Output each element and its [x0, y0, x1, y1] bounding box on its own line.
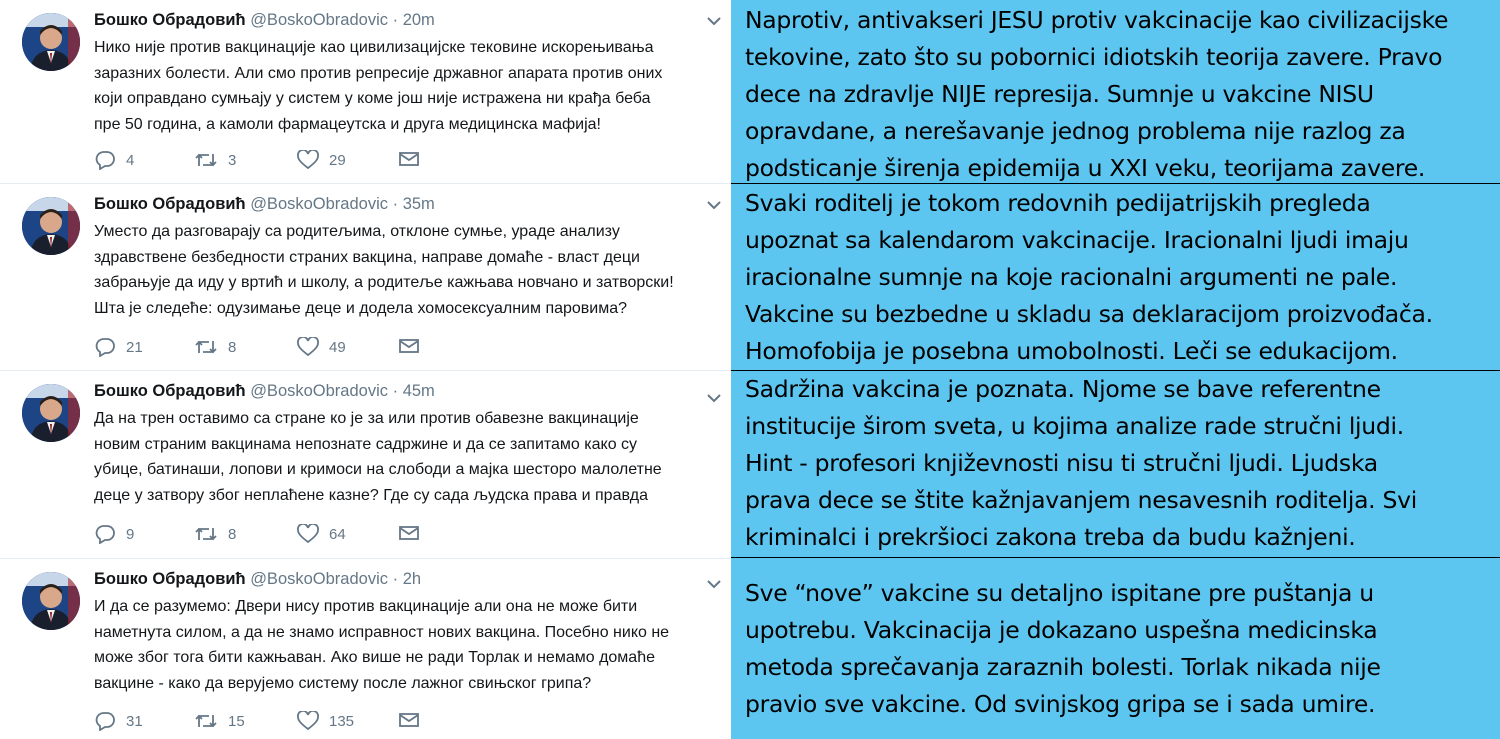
- reply-count: 31: [126, 712, 143, 730]
- reply-count: 21: [126, 338, 143, 356]
- tweet-header: [94, 194, 435, 214]
- retweet-icon: [194, 337, 218, 357]
- tweet[interactable]: [0, 559, 731, 739]
- author-handle[interactable]: @BoskoObradovic: [250, 195, 388, 213]
- tweet[interactable]: [0, 371, 731, 559]
- retweet-count: 3: [228, 151, 237, 169]
- tweet-timestamp[interactable]: 45m: [402, 382, 435, 400]
- reply-icon: [94, 150, 116, 170]
- tweet-timestamp[interactable]: 20m: [402, 11, 435, 29]
- reply-icon: [94, 337, 116, 357]
- tweet-timestamp[interactable]: 35m: [402, 195, 435, 213]
- retweet-button[interactable]: [194, 711, 245, 731]
- tweet-header: [94, 10, 435, 30]
- heart-icon: [297, 337, 319, 357]
- retweet-count: 8: [228, 338, 237, 356]
- reply-icon: [94, 524, 116, 544]
- tweet-timeline: [0, 0, 731, 739]
- divider: [731, 183, 1500, 184]
- reply-count: 4: [126, 151, 135, 169]
- envelope-icon: [398, 337, 420, 355]
- envelope-icon: [398, 150, 420, 168]
- tweet-text: Нико није против вакцинације као цивилизацијске тековине искорењивања заразних болести. Али смо против репресије државног апарата против оних који оправдано сумњају у систем у коме још није истражена ни крађа беба пре 50 година, а камоли фармацеутска и друга медицинска мафија!: [94, 39, 663, 133]
- tweet[interactable]: [0, 184, 731, 371]
- rebuttal-panel: [731, 0, 1500, 739]
- separator-dot: ·: [392, 195, 399, 213]
- author-name[interactable]: Бошко Обрадовић: [94, 382, 246, 400]
- retweet-icon: [194, 711, 218, 731]
- separator-dot: ·: [392, 382, 399, 400]
- like-button[interactable]: [297, 150, 346, 170]
- retweet-count: 8: [228, 525, 237, 543]
- direct-message-button[interactable]: [398, 711, 430, 729]
- heart-icon: [297, 711, 319, 731]
- chevron-down-icon[interactable]: [705, 391, 723, 405]
- author-handle[interactable]: @BoskoObradovic: [250, 11, 388, 29]
- author-handle[interactable]: @BoskoObradovic: [250, 382, 388, 400]
- like-count: 49: [329, 338, 346, 356]
- author-name[interactable]: Бошко Обрадовић: [94, 570, 246, 588]
- tweet-text: Да на трен оставимо са стране ко је за или против обавезне вакцинације новим страним вакцинама непознате садржине и да се запитамо како су убице, батинаши, лопови и кримоси на слободи а мајка шесторо малолетне деце у затвору због неплаћене казне? Где су сада људска права и правда: [94, 410, 662, 504]
- reply-count: 9: [126, 525, 135, 543]
- rebuttal-text: Sadržina vakcina je poznata. Njome se bave referentne institucije širom sveta, u kojima analize rade stručni ljudi. Hint - profesori književnosti nisu ti stručni ljudi. Ljudska prava dece se štite kažnjavanjem nesavesnih roditelja. Svi kriminalci i prekršioci zakona treba da budu kažnjeni.: [745, 375, 1417, 551]
- like-count: 135: [329, 712, 355, 730]
- chevron-down-icon[interactable]: [705, 14, 723, 28]
- author-name[interactable]: Бошко Обрадовић: [94, 195, 246, 213]
- rebuttal-text: Svaki roditelj je tokom redovnih pedijatrijskih pregleda upoznat sa kalendarom vakcinacije. Iracionalni ljudi imaju iracionalne sumnje na koje racionalni argumenti ne pale. Vakcine su bezbedne u skladu sa deklaracijom proizvođača. Homofobija je posebna umobolnosti. Leči se edukacijom.: [745, 189, 1433, 365]
- like-button[interactable]: [297, 337, 346, 357]
- tweet-text: Уместо да разговарају са родитељима, отклоне сумње, ураде анализу здравствене безбедности страних вакцина, направе домаће - власт деци забрањује да иду у вртић и школу, а родитеље кажњава новчано и затворски! Шта је следеће: одузимање деце и додела хомосексуалним паровима?: [94, 223, 674, 317]
- avatar[interactable]: [22, 197, 80, 255]
- like-count: 29: [329, 151, 346, 169]
- avatar[interactable]: [22, 13, 80, 71]
- direct-message-button[interactable]: [398, 150, 430, 168]
- separator-dot: ·: [392, 570, 399, 588]
- retweet-button[interactable]: [194, 524, 236, 544]
- avatar[interactable]: [22, 384, 80, 442]
- reply-button[interactable]: [94, 524, 134, 544]
- retweet-icon: [194, 524, 218, 544]
- envelope-icon: [398, 711, 420, 729]
- tweet[interactable]: [0, 0, 731, 184]
- tweet-header: [94, 381, 435, 401]
- heart-icon: [297, 524, 319, 544]
- rebuttal-text: Naprotiv, antivakseri JESU protiv vakcinacije kao civilizacijske tekovine, zato što su pobornici idiotskih teorija zavere. Pravo dece na zdravlje NIJE represija. Sumnje u vakcine NISU opravdane, a nerešavanje jednog problema nije razlog za podsticanje širenja epidemija u XXI veku, teorijama zavere.: [745, 6, 1449, 182]
- direct-message-button[interactable]: [398, 524, 430, 542]
- tweet-header: [94, 569, 421, 589]
- chevron-down-icon[interactable]: [705, 198, 723, 212]
- reply-icon: [94, 711, 116, 731]
- divider: [731, 557, 1500, 558]
- reply-button[interactable]: [94, 150, 134, 170]
- retweet-icon: [194, 150, 218, 170]
- chevron-down-icon[interactable]: [705, 577, 723, 591]
- retweet-count: 15: [228, 712, 245, 730]
- retweet-button[interactable]: [194, 337, 236, 357]
- like-button[interactable]: [297, 711, 354, 731]
- author-name[interactable]: Бошко Обрадовић: [94, 11, 246, 29]
- envelope-icon: [398, 524, 420, 542]
- reply-button[interactable]: [94, 711, 143, 731]
- direct-message-button[interactable]: [398, 337, 430, 355]
- heart-icon: [297, 150, 319, 170]
- reply-button[interactable]: [94, 337, 143, 357]
- like-button[interactable]: [297, 524, 346, 544]
- retweet-button[interactable]: [194, 150, 236, 170]
- separator-dot: ·: [392, 11, 399, 29]
- avatar[interactable]: [22, 572, 80, 630]
- tweet-timestamp[interactable]: 2h: [402, 570, 422, 588]
- like-count: 64: [329, 525, 346, 543]
- author-handle[interactable]: @BoskoObradovic: [250, 570, 388, 588]
- rebuttal-text: Sve “nove” vakcine su detaljno ispitane pre puštanja u upotrebu. Vakcinacija je dokazano uspešna medicinska metoda sprečavanja zaraznih bolesti. Torlak nikada nije pravio sve vakcine. Od svinjskog gripa se i sada umire.: [745, 579, 1381, 718]
- tweet-text: И да се разумемо: Двери нису против вакцинације али она не може бити наметнута силом, а да не знамо исправност нових вакцина. Посебно нико не може због тога бити кажњаван. Ако више не ради Торлак и немамо домаће вакцине - како да верујемо систему после лажног свињског грипа?: [94, 598, 670, 692]
